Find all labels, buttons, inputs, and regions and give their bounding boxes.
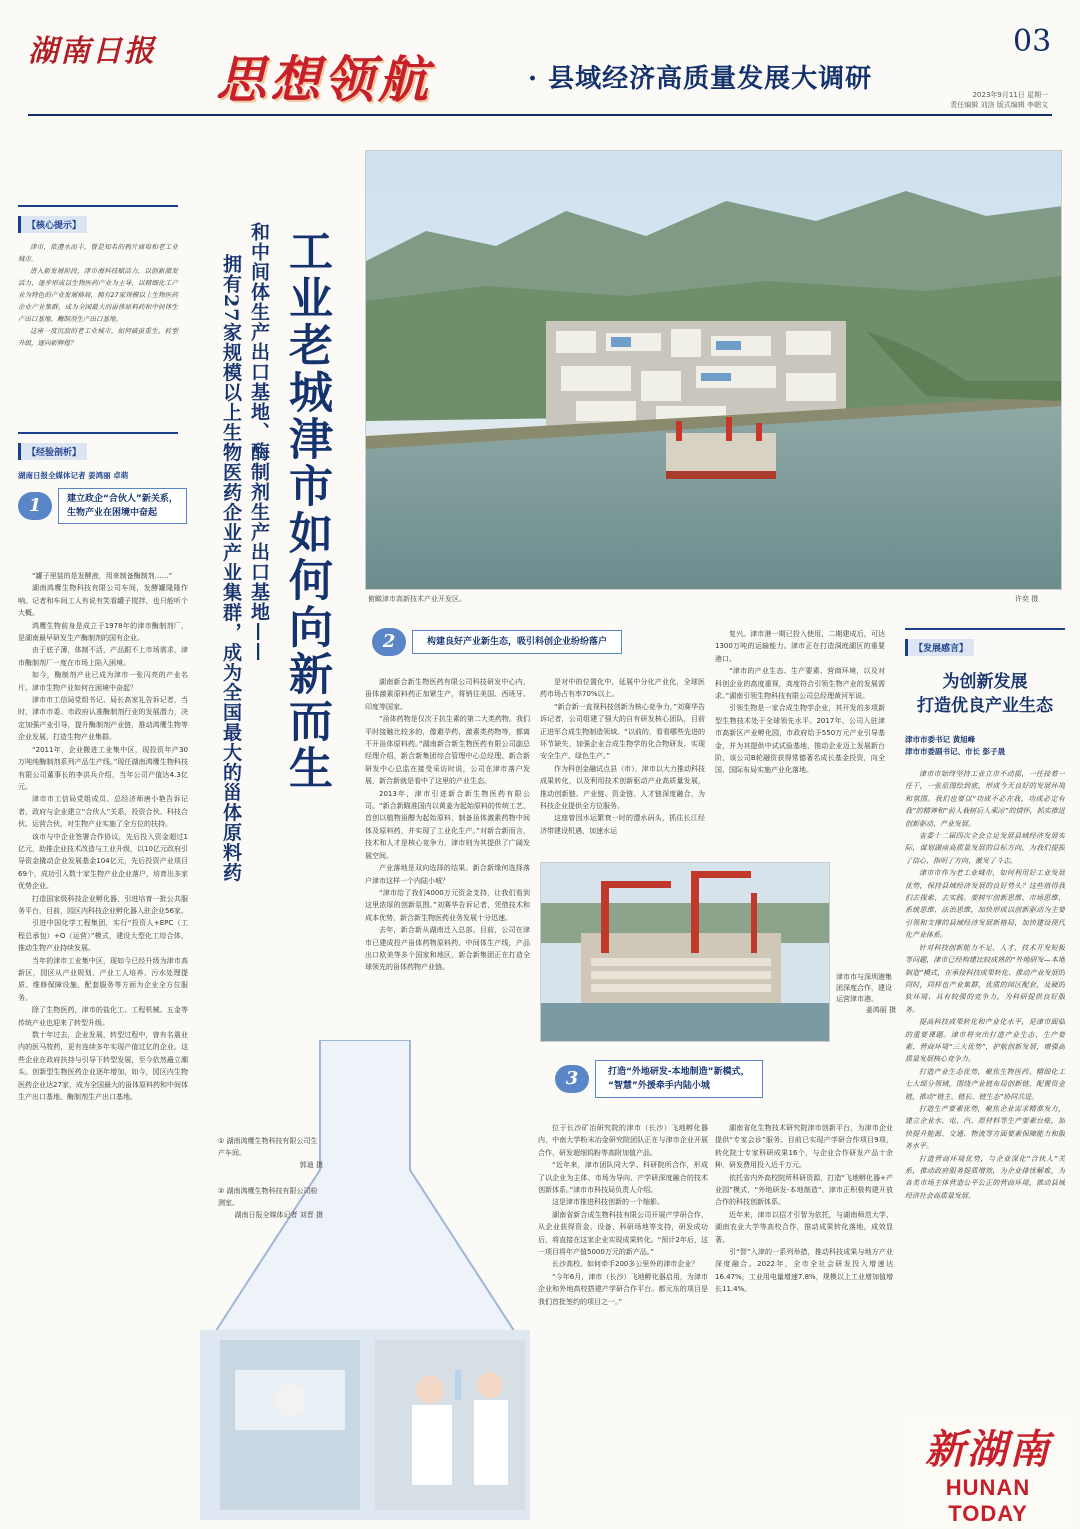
watermark-english: HUNAN TODAY <box>945 1475 1031 1526</box>
port-photo-credit: 姜鸿丽 摄 <box>865 1006 896 1014</box>
paragraph: 湖南鸿鹰生物科技有限公司车间，发酵罐隆隆作响。记者和车间工人有说有笑看罐子搅拌，也只能听个大概。 <box>18 584 188 618</box>
paragraph: 津市市工信局党组书记、局长高家礼告诉记者，当时，津市市委、市政府认准酶制剂行业的发展潜力，决定加强产业引导，提升酶制剂产业链，推动鸿鹰生物等企业发展，打造生物产业集群。 <box>18 696 188 742</box>
paragraph: “罐子里装的是发酵液，用来制备酶制剂……” <box>32 572 173 580</box>
paragraph: 是对中的位置化中，延展中分化产业化，全球医药市场占有率70%以上。 <box>540 678 705 699</box>
aerial-photo-caption: 俯瞰津市高新技术产业开发区。 <box>368 595 466 603</box>
section-1-title-line: 建立政企“合伙人”新关系， <box>67 494 178 504</box>
paragraph: 打造生产要素优势，聚焦企业需求精准发力，建立企业水、电、汽、原材料等生产要素台账，加快提升能源、交通、物流等方面要素保障能力和服务水平。 <box>905 1104 1065 1151</box>
paragraph: 针对科技创新能力不足、人才、技术开发短板等问题，津市已经构建比较成熟的“外地研发—本地制造”模式，在承接科技成果转化、推动产业发展的同时，同样也产业集群，优质的园区配套，及硬的软环境、具有较强的竞争力，为科研提供良好服务。 <box>905 943 1065 1014</box>
masthead <box>28 18 1052 128</box>
port-photo <box>540 862 830 1042</box>
paragraph: 除了生物医药，津市的盐化工、工程机械、五金等传统产业也迎来了转型升级。 <box>18 1006 188 1027</box>
paragraph: 引进中国化学工程集团，实行“投资人+EPC（工程总承包）+O（运营）”模式，建设大型化工综合体，推动生物产业持续发展。 <box>18 919 188 953</box>
core-tip-paragraph: 这座一度沉寂的老工业城市，如何破茧重生，转型升级，逐向新辉煌？ <box>18 327 178 347</box>
paragraph: 提高科技成果转化和产业化水平，是津市面临的重要课题。津市将突出打造产业生态、生产要素、营商环境“三大优势”，护航创新发展，增强高质量发展核心竞争力。 <box>905 1018 1065 1064</box>
section-2-col-2 <box>540 676 705 856</box>
watermark-logo: 新湖南 <box>925 1426 1051 1473</box>
commentary-title-line: 打造优良产业生态 <box>917 696 1053 716</box>
paragraph: 湖南省新合成生物科技有限公司开展产学研合作，从企业获得资金、设备、科研场地等支持，研发成功后，将直接在这家企业实现成果转化。“预计2年后，这一项目将年产值5000万元的新产品。” <box>538 1210 708 1257</box>
paragraph: 津市市作为老工业城市，如何利用好工业发展优势，保持县域经济发展的良好势头？这些值得我们去探索、去实践。要树牢创新思维、市场思维、系统思维、法治思维，加快形成以创新驱动为主要引领和支撑的县域经济发展新格局，加快建设现代化产业体系。 <box>905 869 1065 940</box>
section-3-col-2 <box>715 1122 893 1522</box>
paragraph: 引“智”入津的一系列举措，推动科技成果与地方产业深度融合。2022年，全市全社会研发投入增速达16.47%，工业用电量增速7.8%，规模以上工业增加值增长11.4%。 <box>715 1248 893 1294</box>
section-1-title-line: 生物产业在困境中奋起 <box>67 508 158 518</box>
dateline <box>728 90 1048 110</box>
paragraph: 省委十二届四次全会立足发展县域经济发展实际，谋划湖南高质量发展的目标方向，为我们提振了信心、指明了方向、激发了斗志。 <box>905 832 1065 865</box>
lab-caption-2: ② 湖南鸿鹰生物科技有限公司检测室。 <box>218 1187 318 1207</box>
subhead-line-1: 和中间体生产出口基地、酶制剂生产出口基地—— <box>248 222 270 662</box>
section-3-number: 3 <box>555 1065 589 1093</box>
paragraph: 由于底子薄，体制不活，产品跟不上市场需求，津市酶制剂厂一度在市场上陷入困境。 <box>18 646 188 667</box>
lab-flask-graphic <box>200 1040 530 1520</box>
slogan-box <box>216 40 536 112</box>
paragraph: 津市市工信局党组成员、总经济师唐小艳告诉记者，政府与企业建立“合伙人”关系，投资合伙、科技合伙、运营合伙，对生物产业实施了全方位的扶持。 <box>18 795 188 829</box>
aerial-photo <box>365 150 1062 590</box>
section-3-col-1 <box>538 1122 708 1522</box>
paragraph: 去年，新合新从湖南迁入总部。目前，公司在津市已建成投产甾体药物原料药、中间体生产线，产品出口欧美等多个国家和地区，新合新集团正在打造全球领先的甾体药物产业链。 <box>365 926 530 972</box>
paragraph: 这座曾因水运繁衰一时的澧水码头，抓住长江经济带建设机遇，加速水运 <box>540 814 705 835</box>
paragraph: 津市市始终坚持工业立市不动摇，一任接着一任干，一张蓝图绘到底，形成今天良好的发展环境和氛围。我们也要以“功成不必在我，功成必定有我”的精神和“前人栽树后人乘凉”的情怀，抓实推进创新驱动、产业发展。 <box>905 770 1065 828</box>
paragraph: “津市给了我们4000万元资金支持，让我们看到这里浓厚的创新氛围。”刘赛华告诉记者，凭借技术和成本优势，新合新生物医药业务发展十分迅速。 <box>365 888 530 922</box>
byline: 湖南日报全媒体记者 姜鸿丽 卓萌 <box>18 471 129 480</box>
lab-credit-1: 郭迪 摄 <box>299 1161 323 1169</box>
paragraph: 湖南省化生物技术研究院津市创新平台，为津市企业提供“专家会诊”服务。目前已实现产学研合作项目9项，转化院士专家科研成果16个，与企业合作研发产品十余种，研发费用投入近千万元。 <box>715 1124 893 1170</box>
section-2-header <box>372 628 622 656</box>
paragraph: 近年来，津市以招才引智为依托，与湖南师范大学、湖南农业大学等高校合作，推动成果转化落地，成效显著。 <box>715 1210 893 1244</box>
aerial-photo-credit: 许奕 摄 <box>1015 595 1039 603</box>
section-3-header <box>555 1060 763 1098</box>
commentary-title-line: 为创新发展 <box>942 672 1028 692</box>
paragraph: “甾体药物是仅次于抗生素的第二大类药物。我们平时接触比较多的，像避孕药、激素类药物等，都离不开甾体原料药。”湖南新合新生物医药有限公司副总经理介绍，新合新集团综合管理中心总经理、新合新研发中心总监在接受采访时说，公司在津市落户发展，新合新就是看中了这里的产业生态。 <box>365 715 530 786</box>
section-title: · 县域经济高质量发展大调研 <box>528 64 873 94</box>
port-photo-caption: 津市市与深圳港集团深度合作，建设运营津市港。 <box>836 973 892 1003</box>
headline: 工业老城津市如何向新而生 <box>281 228 332 792</box>
lab-captions <box>218 1135 323 1221</box>
commentary-author: 津市市委副书记、市长 彭子晟 <box>905 747 1006 756</box>
core-tip-paragraph: 津市，依澧水而丰，曾是知名的鸦片商埠和老工业城市。 <box>18 243 178 263</box>
paragraph: “近年来，津市团队同大学、科研院所合作，形成了以企业为主体、市场为导向、产学研深度融合的技术创新体系。”津市市科技局负责人介绍。 <box>538 1161 708 1195</box>
section-1-number: 1 <box>18 492 52 520</box>
analysis-header <box>18 432 178 482</box>
commentary-body <box>905 768 1065 1408</box>
paragraph: 该市与中企业签署合作协议，先后投入资金超过1亿元，助推企业技术改造与工业升级，以10亿元政府引导资金撬动企业发展基金104亿元，先后投资产业项目69个，成功引入数十家生物产业企业落户，培育出多家优势企业。 <box>18 832 188 891</box>
masthead-rule <box>28 114 1052 116</box>
section-1-title <box>58 488 187 524</box>
commentary-tag: 【发展感言】 <box>905 639 974 656</box>
lab-caption-1: ① 湖南鸿鹰生物科技有限公司生产车间。 <box>218 1137 318 1157</box>
paper-logo: 湖南日报 <box>28 34 156 69</box>
core-tip-tag: 【核心提示】 <box>18 216 87 233</box>
paragraph: 数十年过去，企业发展，转型过程中，曾有名震业内的医马牧药，更有连续多年实现产值过亿的企业。这些企业在政府扶持与引导下转型发展，至今依然矗立潮头。创新型生物医药企业逐年增加，如今，园区内生物医药企业达27家，成为全国最大的甾体原料药和中间体生产出口基地、酶制剂生产出口基地。 <box>18 1031 188 1102</box>
section-3-title-line: “智慧”外援牵手内陆小城 <box>608 1081 710 1091</box>
paragraph: “津市的产业生态、生产要素、营商环境，以及对科创企业的高度重视，高度符合引领生物产业的发展需求。”湖南引领生物科技有限公司总经理黄河军说。 <box>715 667 885 701</box>
paragraph: 复兴。津市港一期已投入使用，二期建成后，可达1300万吨的运输能力。津市正在打造洞庭湖区的重要港口。 <box>715 630 885 663</box>
port-photo-image <box>541 863 830 1042</box>
paragraph: 产业落地是双向选择的结果。新合新缘何选择落户津市这样一个内陆小城？ <box>365 864 530 885</box>
section-1-header <box>18 488 188 524</box>
lab-photo-area <box>200 1040 530 1520</box>
page-number: 03 <box>1013 24 1052 59</box>
section-2-col-1 <box>365 676 530 1036</box>
aerial-photo-image <box>366 151 1062 590</box>
core-tip-paragraph: 进入新发展阶段，津市海科技赋活力，以创新激发活力，逐步形成以生物医药产业为主导，以精细化工产业为特色的产业发展格局，拥有27家规模以上生物医药企业产业集群，成为全国最大的甾体原料药和中间体生产出口基地、酶制剂生产出口基地。 <box>18 267 178 323</box>
paragraph: 如今，酶制剂产业已成为津市一张闪亮的产业名片。津市生物产业如何在困境中奋起？ <box>18 671 188 692</box>
section-3-title-line: 打造“外地研发-本地制造”新模式， <box>608 1067 750 1077</box>
paragraph: “新合新一直视科技创新为核心竞争力，”刘赛华告诉记者，公司组建了强大的自有研发核心团队，目前正进军合成生物制造领域。“以前的，看看哪些先进的环节缺失，加强企业合成生物学的化合物研发，实现安全生产、绿色生产。” <box>540 702 705 761</box>
section-2-number: 2 <box>372 628 406 656</box>
paragraph: 当年的津市工业集中区，现如今已经升级为津市高新区，园区从产业规划、产业工人培养、污水处理提质、维修保障设施、配套服务等方面为企业全方位服务。 <box>18 956 188 1002</box>
section-2-col-3 <box>715 628 885 856</box>
paragraph: 打造国家级科技企业孵化器，引进培育一批公共服务平台，目前，园区内科技企业孵化器入驻企业56家。 <box>18 894 188 915</box>
watermark <box>908 1418 1068 1527</box>
core-tip <box>18 205 178 349</box>
commentary-title <box>905 670 1065 718</box>
port-photo-caption-block <box>836 972 896 1016</box>
paragraph: 作为科创金融试点县（市），津市以大力推动科技成果转化，以及利用技术创新驱动产业高质量发展，推动创新链、产业链、资金链、人才链深度融合，为科技企业提供全方位服务。 <box>540 764 705 811</box>
editors: 责任编辑 刘洛 版式编辑 李朝文 <box>950 101 1048 109</box>
paragraph: 2013年，津市引进新合新生物医药有限公司。“新合新瞄准国内以黄姜为起始原料的传统工艺，首创以植物甾醇为起始原料，制备甾体激素药物中间体及原料药，并实现了工业化生产。”对新合新而言，技术和人才是核心竞争力，津市则为其提供了广阔发展空间。 <box>365 789 530 860</box>
section-3-title <box>595 1060 763 1098</box>
date: 2023年9月11日 星期一 <box>972 91 1048 99</box>
commentary-author: 津市市委书记 黄旭峰 <box>905 735 976 744</box>
paragraph: 引领生物是一家合成生物学企业，其开发的多项新型生物技术处于全球领先水平。2017年，公司入驻津市高新区产业孵化园，市政府给予550万元产业引导基金，并为其提供中试试验基地，推动企业迈上发展新台阶，该公司B轮融资获得常德著名成长基金投资，向全国、国际布局实施产业化落地。 <box>715 704 885 775</box>
paragraph: 鸿鹰生物前身是成立于1978年的津市酶制剂厂，是湖南最早研发生产酶制剂的国有企业。 <box>18 621 188 643</box>
paragraph: 打造产业生态优势，聚焦生物医药、精细化工七大细分领域，围绕产业链布局创新链、配置资金链，推动“链主、链长、链生态”协同共进。 <box>905 1067 1065 1101</box>
subhead-line-2: 拥有27家规模以上生物医药企业产业集群，成为全国最大的甾体原料药 <box>220 254 242 883</box>
paragraph: 打造营商环境优势，与企业深化“合伙人”关系，推动政府服务提质增效，为企业排忧解难，为各类市场主体营造公平公正的营商环境，推动县域经济社会高质量发展。 <box>905 1154 1065 1200</box>
paragraph: 依托省内外高校院所科研资源，打造“飞地孵化器+产业园”模式，“外地研发-本地制造”，津市正积极构建开放合作的科技创新体系。 <box>715 1173 893 1207</box>
paragraph: “2011年，企业搬进工业集中区，现投资年产30万吨纯酶制剂系列产品生产线。”现任湖南鸿鹰生物科技有限公司董事长的李洪兵介绍，当年公司产值达4.3亿元。 <box>18 745 188 791</box>
commentary <box>905 628 1065 1408</box>
section-1-body <box>18 570 188 1380</box>
paragraph: 位于长沙矿冶研究院的津市（长沙）飞地孵化器内，中南大学粉末冶金研究院团队正在与津市企业开展合作，研发超细钨粉等高附加值产品。 <box>538 1124 708 1157</box>
section-2-title: 构建良好产业新生态，吸引科创企业纷纷落户 <box>412 630 622 654</box>
paragraph: 湖南新合新生物医药有限公司科技研发中心内，甾体激素原料药正加紧生产，将销往美国、西班牙、印度等国家。 <box>365 678 530 711</box>
paragraph: 长沙高校、如何牵手200多公里外的津市企业？ <box>552 1260 699 1269</box>
lab-credit-2: 湖南日报全媒体记者 刘晋 摄 <box>234 1211 323 1219</box>
slogan: 思想领航 <box>216 50 432 109</box>
analysis-tag: 【经验剖析】 <box>18 443 87 460</box>
paragraph: 这是津市推进科技创新的一个缩影。 <box>552 1198 664 1207</box>
paragraph: “今年6月，津市（长沙）飞地孵化器启用，为津市企业和外地高校搭建产学研合作平台。都元东的项目是我们首批签约的项目之一。” <box>538 1272 708 1306</box>
